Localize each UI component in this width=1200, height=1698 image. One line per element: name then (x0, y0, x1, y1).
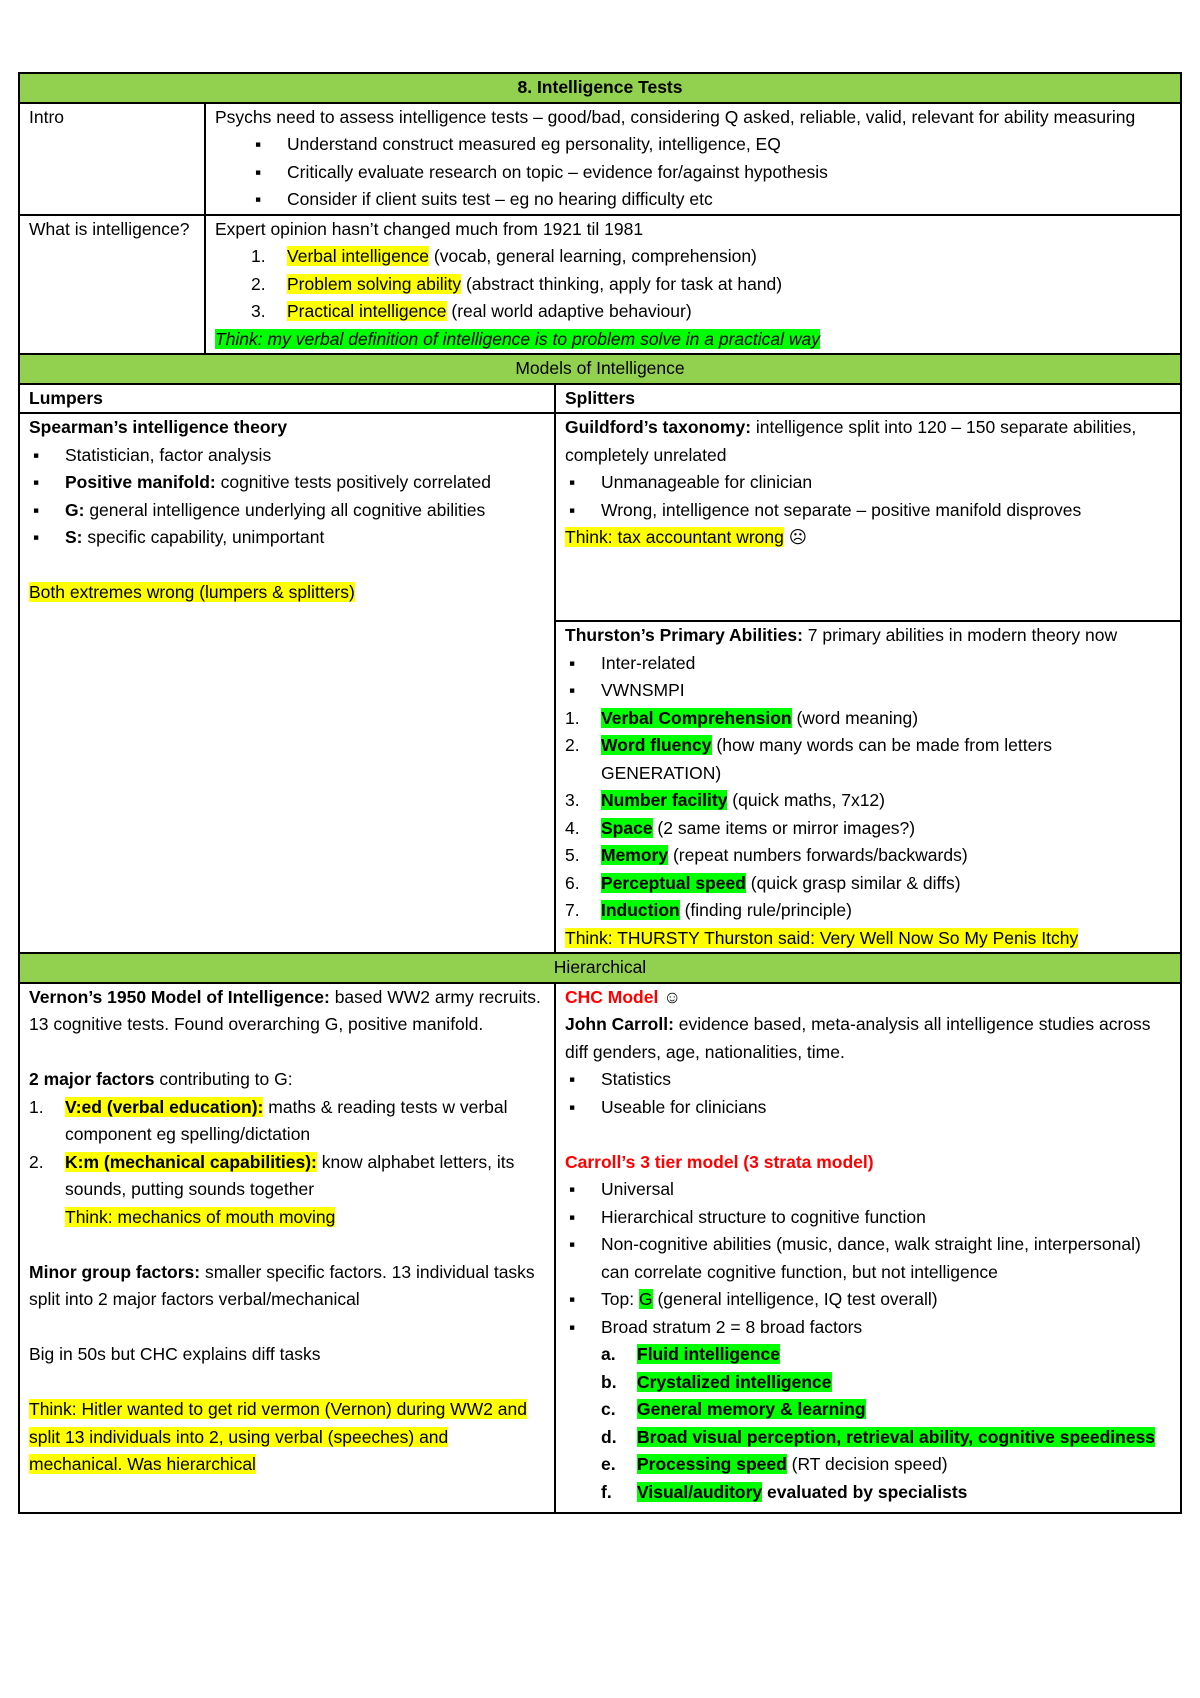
highlight: V:ed (verbal education): (65, 1096, 264, 1117)
intro-text: Psychs need to assess intelligence tests – good/bad, considering Q asked, reliable, valid, relevant for ability measuring (215, 106, 1136, 127)
list-number: 4. (565, 817, 580, 838)
item-text: (quick grasp similar & diffs) (745, 872, 961, 893)
list-number: 5. (565, 845, 580, 865)
vernon-text: based WW2 army recruits. 13 cognitive tests. Found overarching G, positive manifold. (29, 986, 541, 1034)
intro-bullets (215, 131, 1171, 214)
list-item (565, 1396, 1171, 1424)
item-text: cognitive tests positively correlated (215, 472, 491, 492)
carroll-label: John Carroll: (565, 1014, 674, 1034)
chc-cell (555, 983, 1181, 1513)
list-number: 2. (29, 1151, 44, 1172)
list-item: ▪ Non-cognitive abilities (music, dance, walk straight line, interpersonal) can correlate cognitive function, but not intelligence (565, 1231, 1171, 1286)
highlight: Problem solving ability (287, 273, 462, 294)
highlight: Practical intelligence (287, 301, 447, 321)
chc-heading: CHC Model (565, 986, 659, 1007)
highlight: General memory & learning (637, 1399, 866, 1419)
list-item: ▪ Understand construct measured eg personality, intelligence, EQ (215, 131, 1171, 159)
think-note: Think: mechanics of mouth moving (65, 1206, 336, 1227)
intro-label: Intro (19, 103, 205, 215)
item-text: (repeat numbers forwards/backwards) (668, 845, 968, 865)
thurston-heading: Thurston’s Primary Abilities: (565, 625, 803, 645)
sad-face-icon: ☹ (788, 527, 807, 547)
hierarchical-row (19, 983, 1181, 1513)
models-band: Models of Intelligence (19, 354, 1181, 384)
thurston-text: 7 primary abilities in modern theory now (802, 625, 1118, 645)
list-item (565, 1424, 1171, 1452)
list-letter: b. (601, 1371, 617, 1392)
thurston-cell (555, 621, 1181, 953)
list-item (565, 1341, 1171, 1369)
list-letter: c. (601, 1399, 616, 1419)
item-text: Top: (601, 1289, 639, 1309)
highlight: Number facility (601, 790, 728, 810)
what-content (205, 215, 1181, 355)
list-item (565, 870, 1171, 898)
list-item (29, 524, 545, 552)
highlight: Visual/auditory (637, 1481, 763, 1502)
list-letter: f. (601, 1481, 612, 1502)
guildford-cell (555, 413, 1181, 621)
list-item (215, 271, 1171, 299)
highlight: Word fluency (601, 735, 712, 755)
item-text: (RT decision speed) (786, 1454, 948, 1474)
carroll-text: evidence based, meta-analysis all intelligence studies across diff genders, age, nationalities, time. (565, 1014, 1151, 1062)
tier-bullets (565, 1176, 1171, 1341)
list-number: 2. (251, 273, 266, 294)
list-item (29, 1094, 545, 1149)
list-item: ▪ Hierarchical structure to cognitive function (565, 1204, 1171, 1232)
list-item (565, 787, 1171, 815)
list-number: 1. (29, 1096, 44, 1117)
list-item: ▪ Statistics (565, 1066, 1171, 1094)
smiley-face-icon: ☺ (663, 986, 682, 1007)
highlight: K:m (mechanical capabilities): (65, 1151, 317, 1172)
list-number: 3. (251, 301, 266, 321)
think-note: Think: THURSTY Thurston said: Very Well Now So My Penis Itchy (565, 927, 1079, 948)
guildford-bullets (565, 469, 1171, 524)
list-item (565, 897, 1171, 925)
highlight: Fluid intelligence (637, 1344, 780, 1364)
item-text: (2 same items or mirror images?) (652, 817, 916, 838)
splitters-header: Splitters (555, 384, 1181, 414)
vernon-cell (19, 983, 555, 1513)
minor-factors-text: smaller specific factors. 13 individual tasks split into 2 major factors verbal/mechanical (29, 1261, 535, 1309)
think-note: Think: tax accountant wrong (565, 527, 784, 547)
thurston-bullets (565, 650, 1171, 705)
list-item: ▪ Broad stratum 2 = 8 broad factors (565, 1314, 1171, 1342)
item-text: know alphabet letters, its sounds, putting sounds together (65, 1151, 515, 1199)
spearman-heading: Spearman’s intelligence theory (29, 417, 288, 437)
highlight: Processing speed (637, 1454, 787, 1474)
list-item (565, 1286, 1171, 1314)
list-item: ▪ Critically evaluate research on topic – evidence for/against hypothesis (215, 159, 1171, 187)
list-number: 1. (565, 707, 580, 728)
spearman-cell (19, 413, 555, 953)
highlight: Induction (601, 900, 680, 920)
list-item: ▪ Inter-related (565, 650, 1171, 678)
major-factors-text: contributing to G: (154, 1069, 293, 1089)
list-item: ▪ Consider if client suits test – eg no hearing difficulty etc (215, 186, 1171, 214)
highlight: Verbal intelligence (287, 246, 430, 266)
what-list (215, 243, 1171, 326)
vernon-list (29, 1094, 545, 1232)
highlight: Verbal Comprehension (601, 707, 792, 728)
list-item (565, 705, 1171, 733)
highlight: Perceptual speed (601, 872, 746, 893)
intro-content (205, 103, 1181, 215)
list-item: ▪ Wrong, intelligence not separate – positive manifold disproves (565, 497, 1171, 525)
list-item (565, 1451, 1171, 1479)
intro-row (19, 103, 1181, 215)
major-factors-label: 2 major factors (29, 1069, 155, 1089)
list-number: 6. (565, 872, 580, 893)
thurston-list (565, 705, 1171, 925)
list-item: ▪ Unmanageable for clinician (565, 469, 1171, 497)
item-text: (vocab, general learning, comprehension) (429, 246, 757, 266)
list-letter: e. (601, 1454, 616, 1474)
list-item (565, 1479, 1171, 1507)
list-number: 1. (251, 246, 266, 266)
what-row (19, 215, 1181, 355)
minor-factors-label: Minor group factors: (29, 1261, 201, 1282)
highlight: Crystalized intelligence (637, 1371, 832, 1392)
guildford-row (19, 413, 1181, 621)
highlight: Broad visual perception, retrieval ability, cognitive speediness (637, 1426, 1156, 1447)
list-letter: a. (601, 1344, 616, 1364)
term: S: (65, 527, 83, 547)
document-title: 8. Intelligence Tests (19, 73, 1181, 103)
term: Positive manifold: (65, 472, 216, 492)
item-text: (how many words can be made from letters GENERATION) (601, 735, 1052, 783)
list-item (565, 815, 1171, 843)
spearman-bullets (29, 442, 545, 552)
list-letter: d. (601, 1426, 617, 1447)
highlight: Space (601, 817, 653, 838)
what-label: What is intelligence? (19, 215, 205, 355)
think-note: Think: Hitler wanted to get rid vermon (Vernon) during WW2 and split 13 individuals into 2, using verbal (speeches) and mechanical. Was hierarchical (29, 1399, 527, 1474)
list-item: ▪ Universal (565, 1176, 1171, 1204)
list-item (215, 243, 1171, 271)
highlight: Memory (601, 845, 669, 865)
item-text: Statistician, factor analysis (65, 444, 272, 465)
highlight: G (638, 1289, 653, 1309)
carroll-tier-heading: Carroll’s 3 tier model (3 strata model) (565, 1151, 874, 1172)
guildford-heading: Guildford’s taxonomy: (565, 417, 752, 437)
list-item (565, 842, 1171, 870)
think-note: Think: my verbal definition of intelligence is to problem solve in a practical way (215, 328, 821, 349)
item-text: (finding rule/principle) (679, 900, 852, 920)
list-item: ▪ Useable for clinicians (565, 1094, 1171, 1122)
item-text: specific capability, unimportant (82, 527, 325, 547)
lumpers-header: Lumpers (19, 384, 555, 414)
chc-bullets (565, 1066, 1171, 1121)
hierarchical-band: Hierarchical (19, 953, 1181, 983)
item-text: (real world adaptive behaviour) (446, 301, 692, 321)
term: G: (65, 499, 85, 520)
vernon-heading: Vernon’s 1950 Model of Intelligence: (29, 986, 330, 1007)
item-text: evaluated by specialists (762, 1481, 968, 1502)
list-item (29, 1149, 545, 1232)
item-text: (quick maths, 7x12) (727, 790, 885, 810)
list-item (565, 1369, 1171, 1397)
list-item (29, 442, 545, 470)
big-in-50s-text: Big in 50s but CHC explains diff tasks (29, 1344, 321, 1364)
item-text: general intelligence underlying all cognitive abilities (84, 499, 486, 520)
list-item (29, 469, 545, 497)
list-item: ▪ VWNSMPI (565, 677, 1171, 705)
list-item (215, 298, 1171, 326)
item-text: (general intelligence, IQ test overall) (652, 1289, 938, 1309)
list-item (565, 732, 1171, 787)
what-text: Expert opinion hasn’t changed much from 1921 til 1981 (215, 218, 644, 239)
item-text: (word meaning) (791, 707, 919, 728)
notes-table (18, 72, 1182, 1514)
item-text: maths & reading tests w verbal component eg spelling/dictation (65, 1096, 508, 1144)
broad-factors-list (565, 1341, 1171, 1506)
both-wrong-note: Both extremes wrong (lumpers & splitters) (29, 582, 355, 602)
list-number: 2. (565, 735, 580, 755)
guildford-text: intelligence split into 120 – 150 separate abilities, completely unrelated (565, 417, 1137, 465)
list-item (29, 497, 545, 525)
item-text: (abstract thinking, apply for task at hand) (461, 273, 783, 294)
list-number: 7. (565, 900, 580, 920)
list-number: 3. (565, 790, 580, 810)
